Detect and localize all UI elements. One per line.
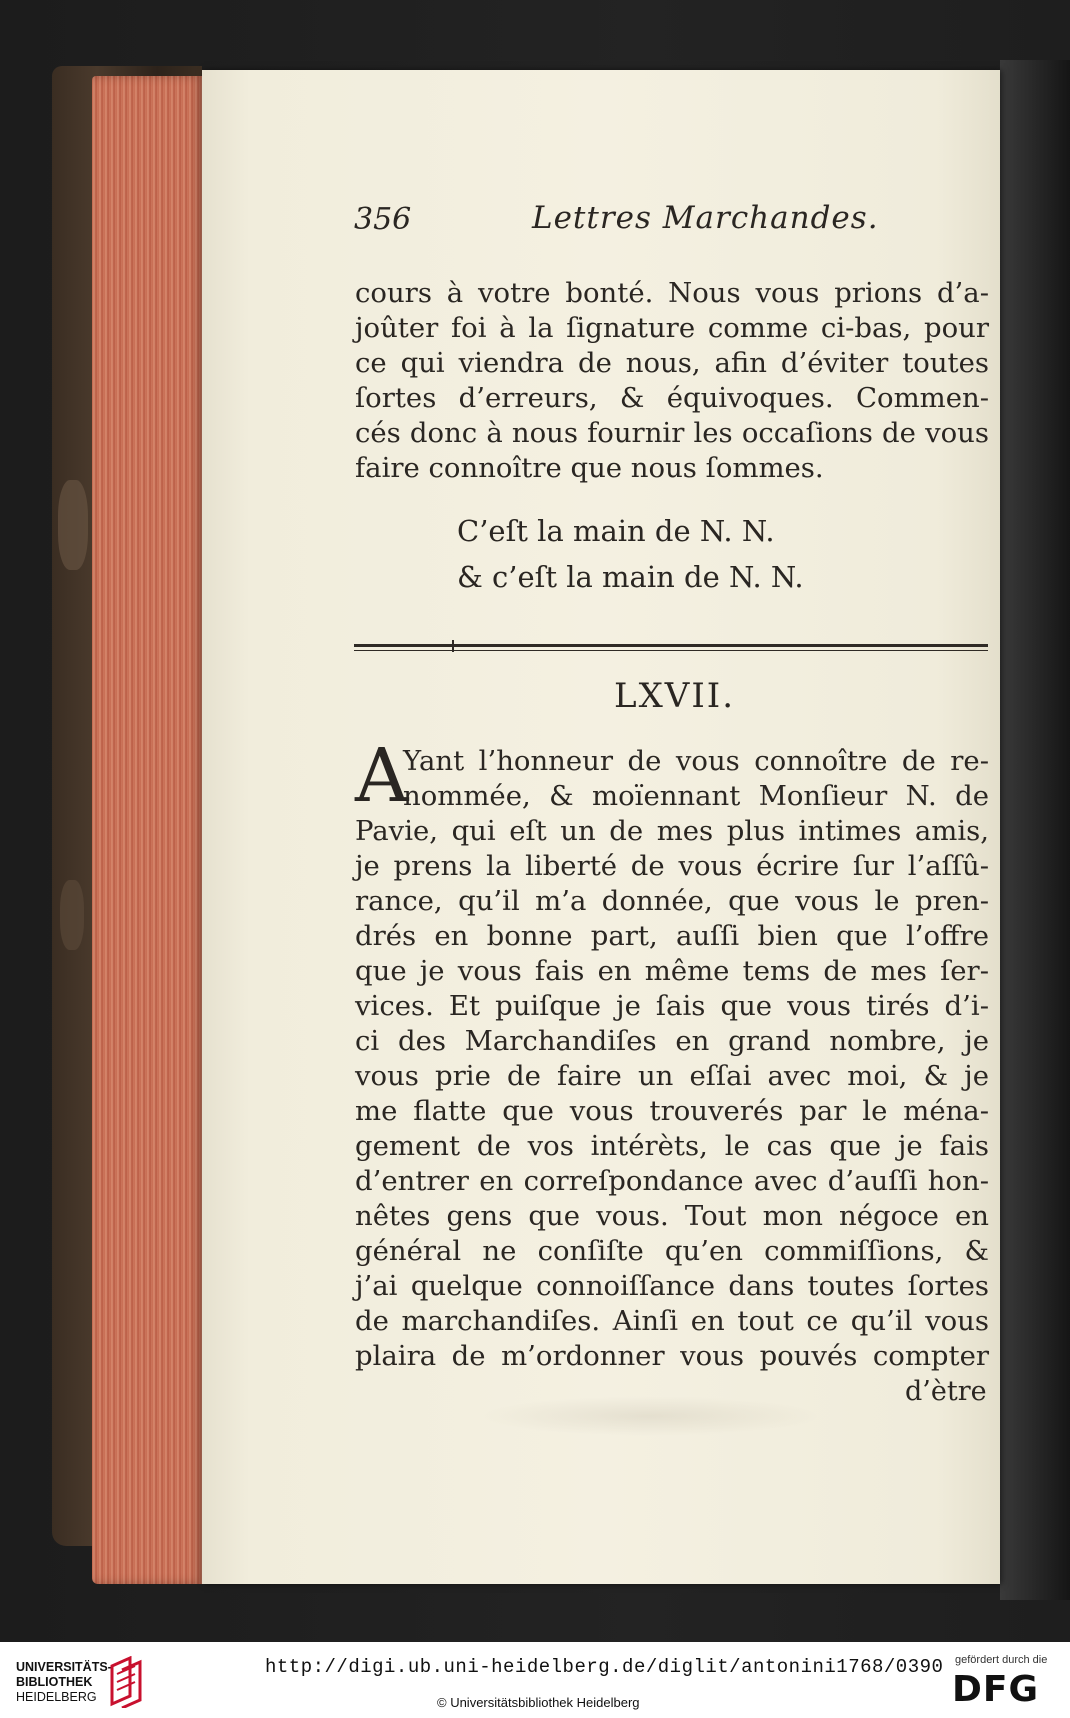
text-line: nommée, & moïennant Monſieur N. de [403,780,989,812]
divider-mark [452,640,454,652]
text-line: Pavie, qui eſt un de mes plus intimes amis, [355,815,989,847]
copyright-notice: © Universitätsbibliothek Heidelberg [437,1695,640,1710]
background-right [1000,60,1070,1600]
text-line: vous prie de faire un eſſai avec moi, & je [355,1060,989,1092]
text-line: plaira de m’ordonner vous pouvés compter [355,1340,989,1372]
text-line: drés en bonne part, auſſi bien que l’offre [355,920,989,952]
section-divider [354,644,988,647]
text-line: de marchandiſes. Ainſi en tout ce qu’il vous [355,1305,989,1337]
catchword: d’ètre [905,1376,987,1407]
text-line: que je vous fais en même tems de mes ſer- [355,955,989,987]
text-line: cours à votre bonté. Nous vous prions d’a- [355,277,989,309]
signature-line: & c’eſt la main de N. N. [457,560,804,594]
letter-body-paragraph [355,744,989,1374]
text-line: gement de vos intérèts, le cas que je fais [355,1130,989,1162]
text-line: rance, qu’il m’a donnée, que vous le pren- [355,885,989,917]
digitization-footer [0,1642,1070,1718]
page-edges [92,76,204,1584]
text-line: Yant l’honneur de vous connoître de re- [403,745,989,777]
ink-bleed-stain [480,1396,820,1436]
cover-wear [60,880,84,950]
permalink-url[interactable]: http://digi.ub.uni-heidelberg.de/diglit/antonini1768/0390 [265,1656,944,1678]
page-number: 356 [354,202,412,237]
dfg-logo: DFG [952,1669,1040,1710]
library-name-line: BIBLIOTHEK [16,1675,93,1689]
letter-number: LXVII. [614,676,736,716]
library-logo-icon [108,1656,148,1708]
text-line: faire connoître que nous ſommes. [355,452,824,484]
signature-line: C’eſt la main de N. N. [457,514,775,548]
text-line: nêtes gens que vous. Tout mon négoce en [355,1200,989,1232]
library-name [16,1660,112,1705]
text-line: ci des Marchandiſes en grand nombre, je [355,1025,989,1057]
text-line: je prens la liberté de vous écrire ſur l’aſſû- [355,850,989,882]
running-title: Lettres Marchandes. [532,200,879,236]
text-line: cés donc à nous fournir les occaſions de vous [355,417,989,449]
text-line: me flatte que vous trouverés par le ména- [355,1095,989,1127]
text-line: vices. Et puiſque je ſais que vous tirés d’i- [355,990,989,1022]
text-line: ſortes d’erreurs, & équivoques. Commen- [355,382,989,414]
library-name-line: UNIVERSITÄTS- [16,1660,112,1674]
cover-wear [58,480,88,570]
text-line: j’ai quelque connoiſſance dans toutes ſortes [355,1270,989,1302]
library-name-line: HEIDELBERG [16,1690,97,1704]
text-line: d’entrer en correſpondance avec d’auſſi hon- [355,1165,989,1197]
funded-by-label: gefördert durch die [955,1654,1048,1666]
text-line: ce qui viendra de nous, afin d’éviter toutes [355,347,989,379]
letter-closing-paragraph [355,276,989,486]
text-line: général ne conſiſte qu’en commiſſions, & [355,1235,989,1267]
drop-cap: A [355,733,409,819]
text-line: joûter foi à la ſignature comme ci-bas, pour [355,312,989,344]
section-divider-thin [354,650,988,651]
